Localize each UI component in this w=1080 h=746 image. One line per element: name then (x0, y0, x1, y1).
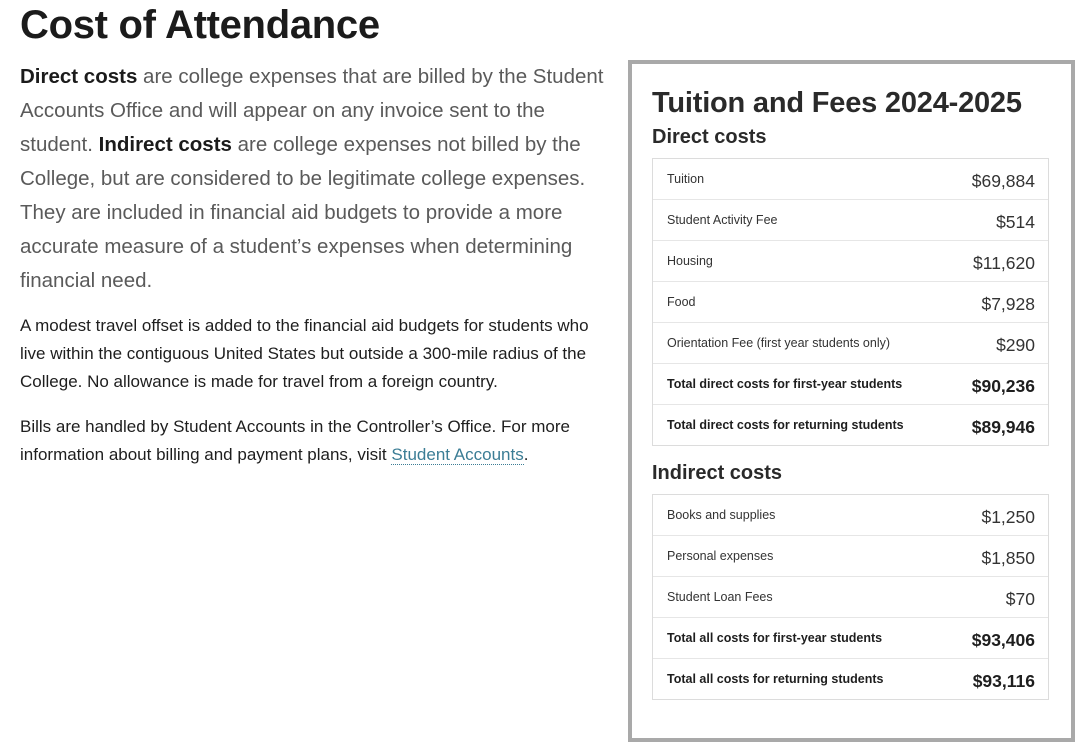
total-row (653, 659, 1048, 699)
row-label: Student Loan Fees (667, 590, 773, 604)
table-row (653, 577, 1048, 618)
billing-paragraph (20, 413, 616, 469)
billing-text: Bills are handled by Student Accounts in the Controller’s Office. For more information about billing and payment plans, visit (20, 417, 570, 464)
row-label: Total all costs for first-year students (667, 631, 883, 645)
page-title: Cost of Attendance (20, 3, 380, 47)
billing-trailing: . (523, 445, 529, 464)
row-label: Total direct costs for first-year students (667, 377, 903, 391)
row-amount: $89,946 (971, 416, 1035, 437)
direct-costs-table (652, 158, 1049, 446)
row-label: Orientation Fee (first year students only) (667, 336, 891, 350)
indirect-costs-heading: Indirect costs (652, 462, 783, 484)
table-row (653, 536, 1048, 577)
row-label: Total all costs for returning students (667, 672, 884, 686)
table-row (653, 200, 1048, 241)
travel-offset-paragraph: A modest travel offset is added to the financial aid budgets for students who live within the contiguous United States but outside a 300-mile radius of the College. No allowance is made for travel from a foreign country. (20, 316, 589, 391)
direct-costs-definition: are college expenses that are billed by the Student Accounts Office and will appear on any invoice sent to the student. (20, 65, 604, 156)
row-label: Total direct costs for returning students (667, 418, 904, 432)
row-amount: $514 (996, 211, 1035, 232)
total-row (653, 364, 1048, 405)
row-label: Personal expenses (667, 549, 774, 563)
table-row (653, 495, 1048, 536)
table-row (653, 241, 1048, 282)
table-row (653, 159, 1048, 200)
row-amount: $69,884 (971, 170, 1035, 191)
table-row (653, 323, 1048, 364)
direct-costs-heading: Direct costs (652, 126, 767, 148)
table-row (653, 282, 1048, 323)
total-row (653, 405, 1048, 445)
row-label: Housing (667, 254, 713, 268)
row-amount: $1,850 (981, 547, 1035, 568)
total-row (653, 618, 1048, 659)
indirect-costs-term: Indirect costs (98, 133, 232, 156)
row-label: Student Activity Fee (667, 213, 778, 227)
fees-title: Tuition and Fees 2024-2025 (652, 87, 1022, 119)
row-amount: $7,928 (981, 293, 1035, 314)
row-amount: $90,236 (971, 375, 1035, 396)
cost-definitions (20, 60, 616, 298)
row-amount: $70 (1005, 588, 1035, 609)
student-accounts-link[interactable]: Student Accounts (391, 445, 524, 464)
description-column (20, 60, 616, 469)
row-amount: $93,116 (972, 670, 1035, 691)
tuition-fees-box (628, 60, 1075, 742)
row-amount: $290 (996, 334, 1035, 355)
row-amount: $1,250 (981, 506, 1035, 527)
indirect-costs-definition: are college expenses not billed by the College, but are considered to be legitimate college expenses. They are included in financial aid budgets to provide a more accurate measure of a student’s expenses when determining financial need. (20, 133, 586, 292)
row-amount: $11,620 (973, 252, 1035, 273)
row-label: Food (667, 295, 696, 309)
row-label: Tuition (667, 172, 705, 186)
row-label: Books and supplies (667, 508, 776, 522)
direct-costs-term: Direct costs (20, 65, 138, 88)
row-amount: $93,406 (971, 629, 1035, 650)
indirect-costs-table (652, 494, 1049, 700)
